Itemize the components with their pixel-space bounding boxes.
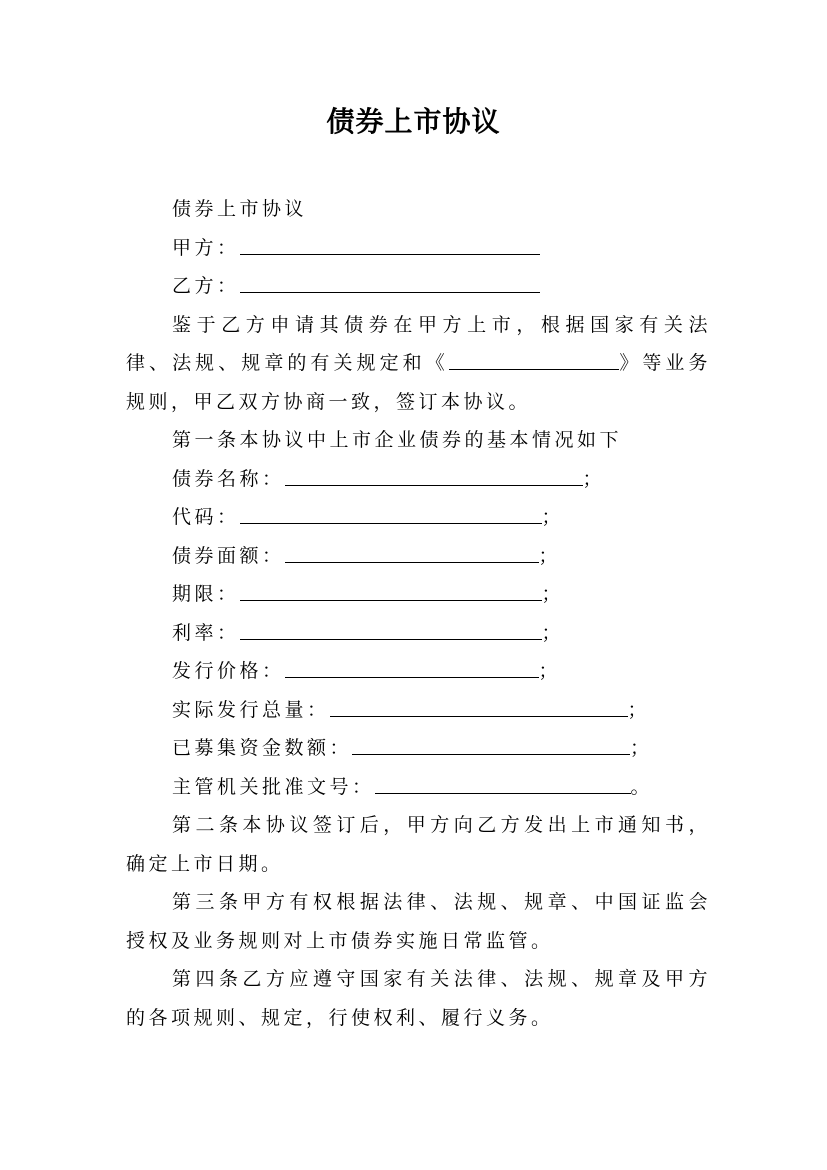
code-label: 代码： bbox=[172, 506, 240, 528]
semicolon: ； bbox=[541, 583, 565, 605]
raised-funds-line bbox=[126, 729, 711, 768]
semicolon: ； bbox=[627, 698, 651, 721]
actual-total-line bbox=[126, 691, 711, 730]
raised-funds-label: 已募集资金数额： bbox=[172, 737, 353, 759]
semicolon: ； bbox=[541, 621, 565, 644]
period: 。 bbox=[630, 775, 654, 798]
party-a-blank[interactable] bbox=[240, 236, 540, 255]
business-rules-blank[interactable] bbox=[449, 351, 619, 370]
issue-price-blank[interactable] bbox=[285, 659, 539, 678]
agreement-heading: 债券上市协议 bbox=[172, 198, 308, 220]
term-blank[interactable] bbox=[240, 582, 542, 601]
semicolon: ； bbox=[538, 544, 562, 567]
term-line bbox=[126, 575, 711, 614]
document-title: 债券上市协议 bbox=[326, 105, 501, 138]
party-a-label: 甲方： bbox=[172, 236, 240, 259]
approval-no-line bbox=[126, 768, 711, 807]
approval-no-blank[interactable] bbox=[375, 775, 631, 794]
semicolon: ； bbox=[541, 506, 565, 528]
bond-name-blank[interactable] bbox=[285, 467, 583, 486]
code-blank[interactable] bbox=[240, 505, 542, 524]
bond-name-line bbox=[126, 460, 711, 499]
term-label: 期限： bbox=[172, 583, 240, 605]
approval-no-label: 主管机关批准文号： bbox=[172, 775, 375, 798]
face-value-blank[interactable] bbox=[285, 544, 539, 563]
actual-total-label: 实际发行总量： bbox=[172, 698, 330, 721]
article-4: 第四条乙方应遵守国家有关法律、法规、规章及甲方的各项规则、规定，行使权利、履行义务。 bbox=[126, 968, 711, 1029]
semicolon: ； bbox=[538, 660, 562, 682]
party-b-label: 乙方： bbox=[172, 275, 240, 297]
rate-blank[interactable] bbox=[240, 621, 542, 640]
whereas-text-after: 》等业务规则，甲乙双方协商一致，签订本协议。 bbox=[126, 352, 711, 413]
whereas-paragraph bbox=[126, 306, 711, 422]
semicolon: ； bbox=[630, 737, 653, 759]
article-2: 第二条本协议签订后，甲方向乙方发出上市通知书，确定上市日期。 bbox=[126, 814, 711, 875]
code-line bbox=[126, 498, 711, 537]
rate-label: 利率： bbox=[172, 621, 240, 644]
actual-total-blank[interactable] bbox=[330, 698, 628, 717]
face-value-line bbox=[126, 537, 711, 576]
face-value-label: 债券面额： bbox=[172, 544, 285, 567]
party-b-line bbox=[126, 267, 711, 306]
document-body bbox=[126, 190, 711, 1037]
whereas-text-before: 鉴于乙方申请其债券在甲方上市，根据国家有关法律、法规、规章的有关规定和《 bbox=[126, 313, 711, 374]
article-3: 第三条甲方有权根据法律、法规、规章、中国证监会授权及业务规则对上市债券实施日常监管。 bbox=[126, 891, 711, 952]
rate-line bbox=[126, 614, 711, 653]
raised-funds-blank[interactable] bbox=[352, 736, 630, 755]
issue-price-line bbox=[126, 652, 711, 691]
semicolon: ； bbox=[582, 467, 606, 490]
party-a-line bbox=[126, 229, 711, 268]
bond-name-label: 债券名称： bbox=[172, 467, 285, 490]
party-b-blank[interactable] bbox=[240, 274, 540, 293]
article-1: 第一条本协议中上市企业债券的基本情况如下 bbox=[172, 429, 623, 451]
issue-price-label: 发行价格： bbox=[172, 660, 285, 682]
